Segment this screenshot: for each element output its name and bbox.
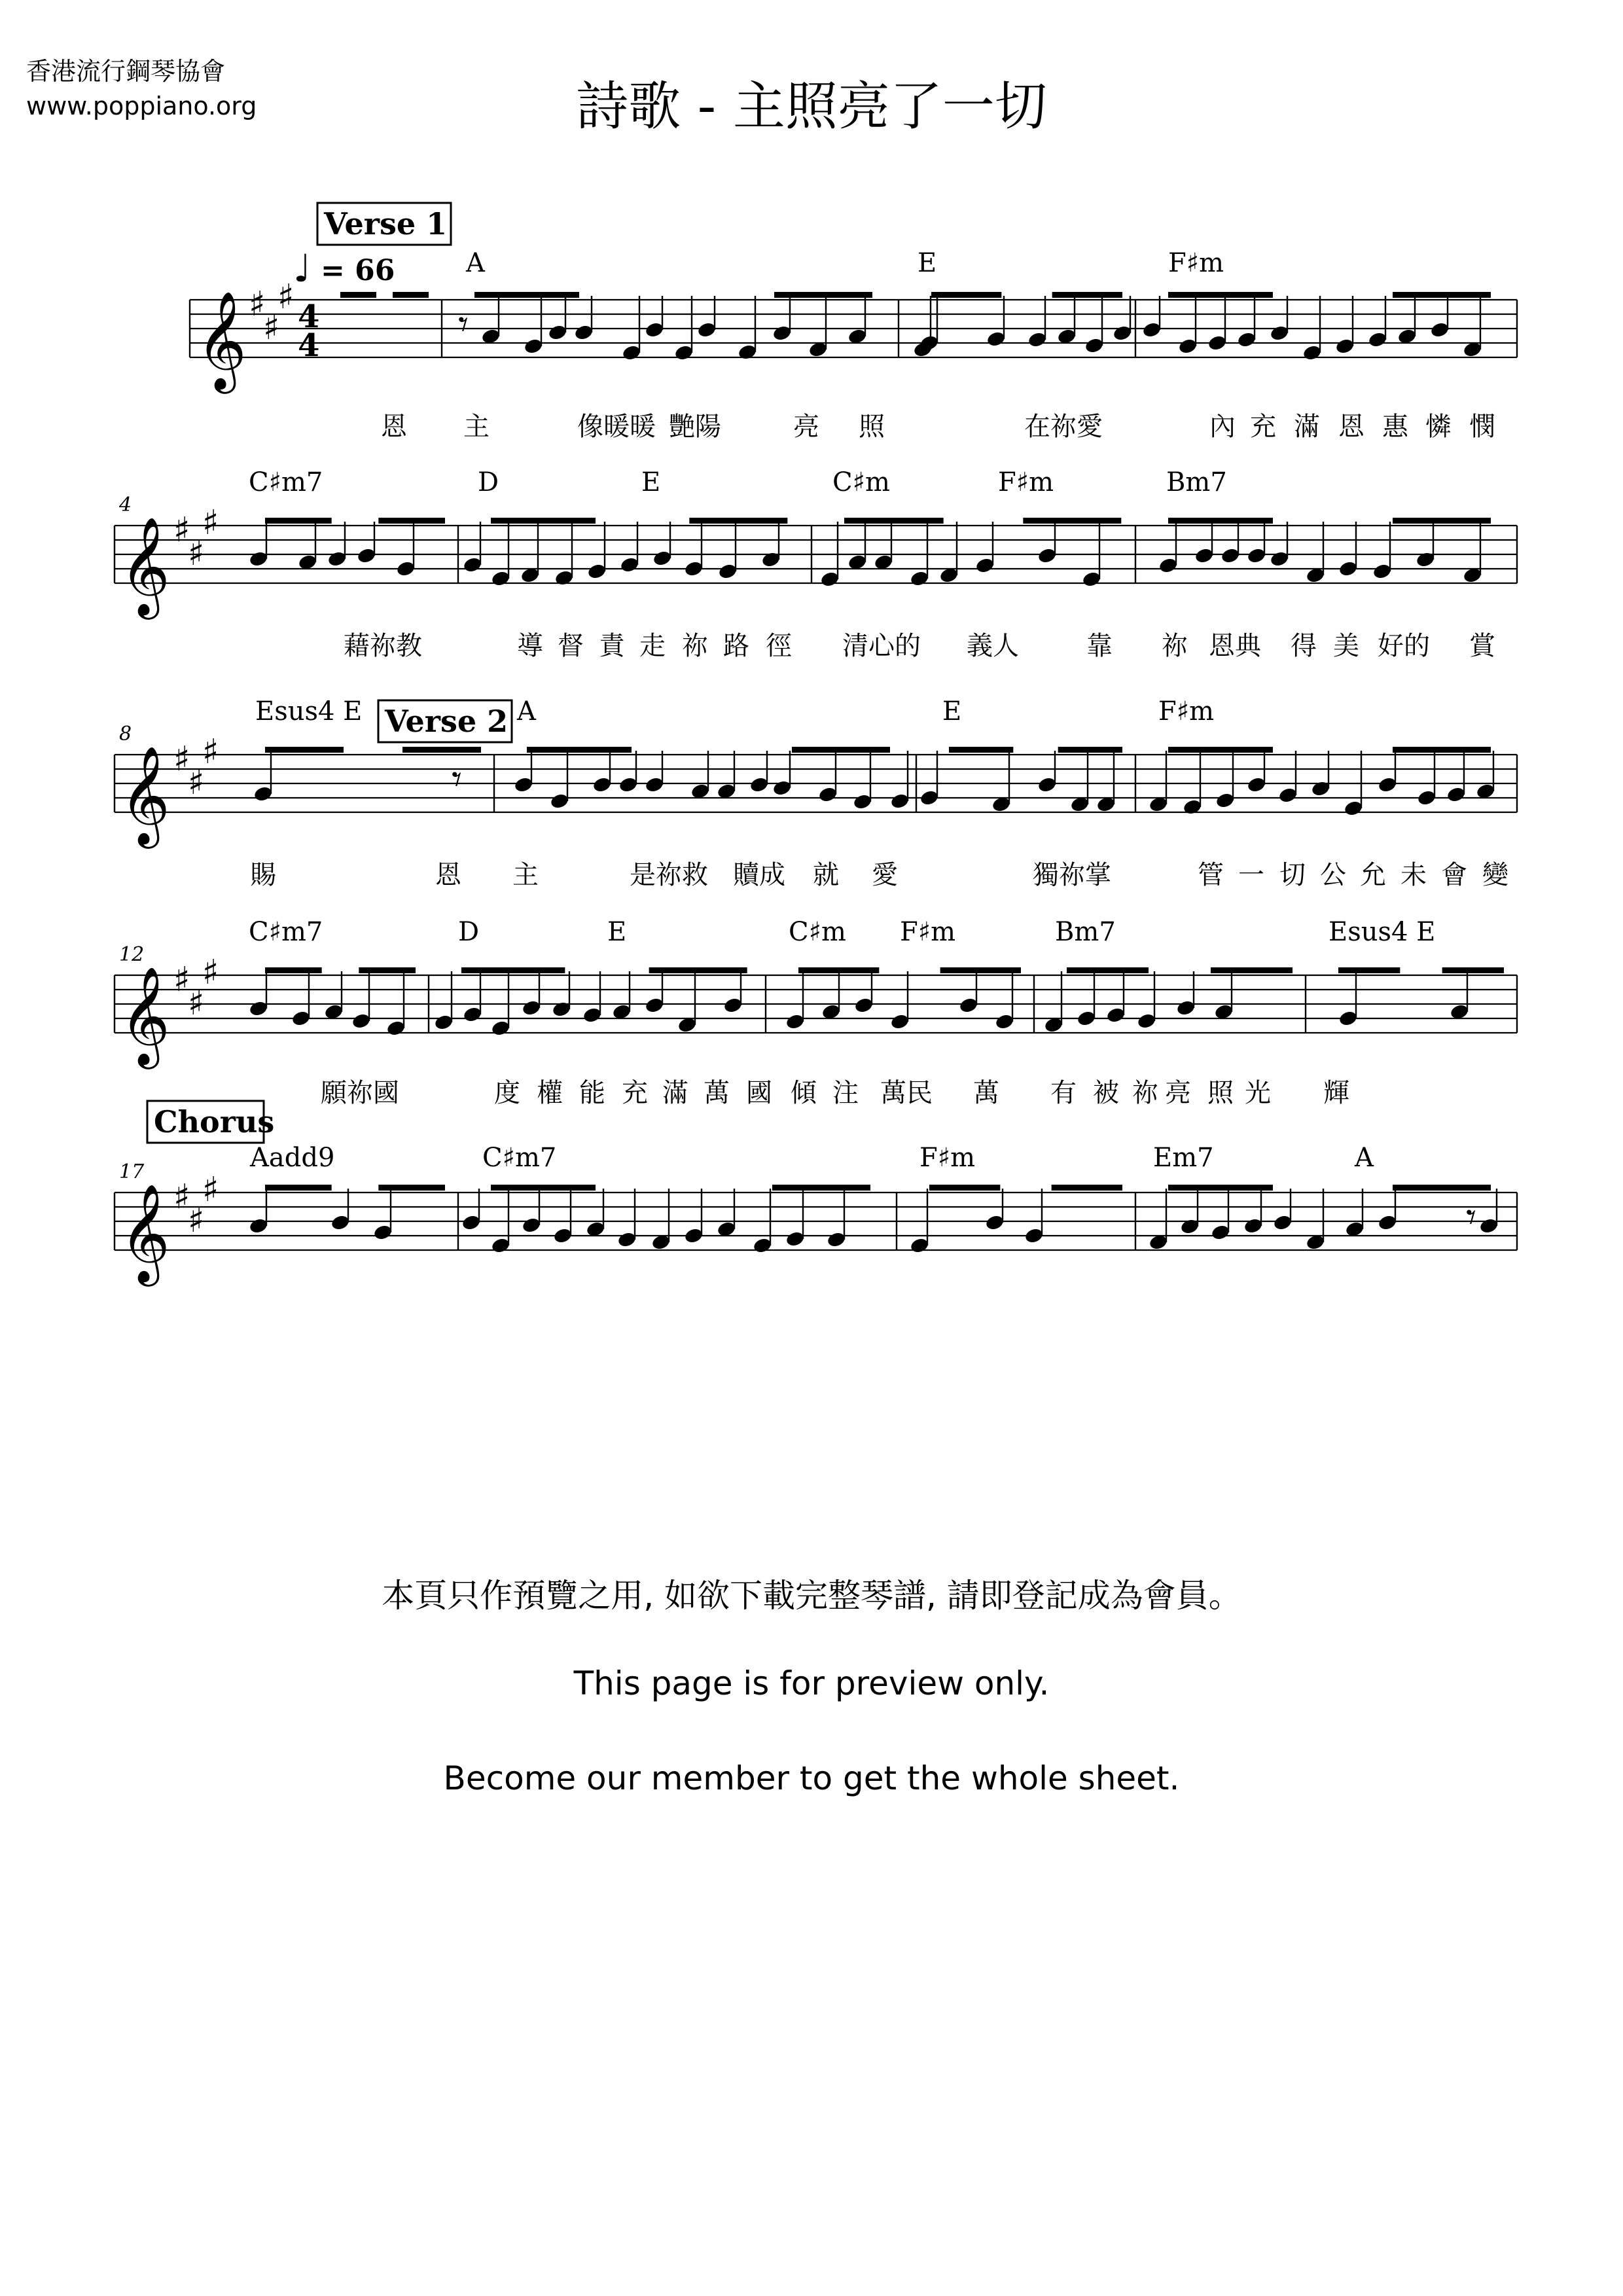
chord-symbol: C♯m	[789, 917, 846, 947]
note-beam	[265, 518, 332, 524]
lyric-syllable: 亮	[793, 412, 819, 442]
lyric-syllable: 走	[639, 631, 666, 661]
chord-symbol: C♯m7	[249, 917, 323, 947]
lyric-syllable: 允	[1360, 860, 1386, 890]
note-beam	[491, 1185, 596, 1191]
chord-symbol: F♯m	[900, 917, 956, 947]
key-sharp-icon: ♯	[202, 732, 219, 772]
lyric-syllable: 萬	[704, 1078, 730, 1108]
lyric-syllable: 導	[517, 631, 543, 661]
lyric-syllable: 祢	[1132, 1078, 1158, 1108]
chord-symbol: F♯m	[1168, 248, 1224, 278]
note-beam	[1338, 967, 1400, 973]
quarter-note-icon: ♩	[293, 246, 312, 291]
lyric-syllable: 恩	[1338, 412, 1364, 442]
note-beam	[1168, 747, 1273, 753]
lyric-syllable: 傾	[791, 1078, 817, 1108]
section-label: Verse 2	[385, 704, 508, 739]
lyric-syllable: 輝	[1323, 1078, 1349, 1108]
lyric-syllable: 憫	[1469, 412, 1495, 442]
chord-symbol: Bm7	[1166, 467, 1227, 497]
measure-number: 4	[119, 493, 132, 516]
note-beam	[949, 747, 1013, 753]
note-beam	[1211, 967, 1293, 973]
chord-symbol: C♯m7	[249, 467, 323, 497]
section-label: Verse 1	[324, 206, 448, 242]
note-beam	[772, 1185, 870, 1191]
note-beam	[798, 967, 879, 973]
note-beam	[689, 518, 787, 524]
site-url[interactable]: www.poppiano.org	[26, 92, 257, 120]
lyric-syllable: 靠	[1086, 631, 1113, 661]
chord-symbol: Esus4 E	[255, 696, 363, 726]
lyric-syllable: 公	[1320, 860, 1346, 890]
treble-clef-icon: 𝄞	[196, 290, 247, 389]
lyric-syllable: 國	[746, 1078, 772, 1108]
lyric-syllable: 獨祢掌	[1033, 860, 1111, 890]
note-beam	[844, 518, 944, 524]
note-beam	[378, 1185, 445, 1191]
note-beam	[1168, 1185, 1273, 1191]
key-sharp-icon: ♯	[188, 984, 205, 1023]
lyric-syllable: 祢	[682, 631, 708, 661]
chord-symbol: A	[1355, 1143, 1374, 1173]
time-signature-bottom: 4	[298, 327, 320, 364]
note-beam	[1393, 747, 1491, 753]
lyric-syllable: 贖成	[733, 860, 785, 890]
note-beam	[774, 292, 872, 298]
member-notice-english: Become our member to get the whole sheet.	[443, 1759, 1180, 1797]
lyric-syllable: 切	[1279, 860, 1306, 890]
note-beam	[1058, 747, 1122, 753]
key-sharp-icon: ♯	[263, 308, 280, 348]
key-sharp-icon: ♯	[173, 740, 190, 779]
lyric-syllable: 會	[1441, 860, 1467, 890]
note-beam	[1052, 1185, 1122, 1191]
lyric-syllable: 就	[813, 860, 839, 890]
lyric-syllable: 度	[494, 1078, 520, 1108]
note-beam	[1023, 518, 1121, 524]
treble-clef-icon: 𝄞	[120, 1183, 170, 1282]
chord-symbol: E	[641, 467, 661, 497]
lyric-syllable: 有	[1050, 1078, 1077, 1108]
lyric-syllable: 清心的	[842, 631, 921, 661]
note-beam	[474, 292, 579, 298]
chord-symbol: A	[466, 248, 485, 278]
note-beam	[792, 747, 890, 753]
note-beam	[393, 292, 429, 298]
note-beam	[359, 967, 416, 973]
chord-symbol: A	[517, 696, 536, 726]
lyric-syllable: 得	[1291, 631, 1317, 661]
chord-symbol: E	[918, 248, 937, 278]
lyric-syllable: 愛	[872, 860, 898, 890]
lyric-syllable: 變	[1482, 860, 1508, 890]
note-beam	[527, 747, 632, 753]
lyric-syllable: 賞	[1469, 631, 1495, 661]
lyric-syllable: 好的	[1378, 631, 1430, 661]
key-sharp-icon: ♯	[173, 960, 190, 999]
note-beam	[931, 292, 1001, 298]
lyric-syllable: 祢	[1162, 631, 1188, 661]
lyric-syllable: 美	[1333, 631, 1359, 661]
lyric-syllable: 被	[1093, 1078, 1119, 1108]
lyric-syllable: 督	[558, 631, 584, 661]
lyric-syllable: 是祢救	[630, 860, 708, 890]
lyric-syllable: 責	[599, 631, 625, 661]
note-beam	[402, 747, 481, 753]
note-beam	[265, 967, 322, 973]
note-beam	[1393, 292, 1491, 298]
measure-number: 12	[119, 943, 145, 966]
lyric-syllable: 未	[1400, 860, 1427, 890]
key-sharp-icon: ♯	[202, 953, 219, 992]
note-beam	[340, 292, 376, 298]
measure-number: 17	[119, 1160, 145, 1183]
chord-symbol: F♯m	[919, 1143, 976, 1173]
key-sharp-icon: ♯	[249, 285, 266, 324]
note-beam	[1393, 518, 1491, 524]
lyric-syllable: 藉祢教	[344, 631, 422, 661]
key-sharp-icon: ♯	[277, 278, 294, 317]
note-beam	[1168, 518, 1273, 524]
lyric-syllable: 權	[537, 1078, 563, 1108]
chord-symbol: E	[607, 917, 627, 947]
lyric-syllable: 管	[1198, 860, 1224, 890]
chord-symbol: Em7	[1153, 1143, 1214, 1173]
note-beam	[649, 967, 747, 973]
lyric-syllable: 在祢愛	[1024, 412, 1103, 442]
lyric-syllable: 主	[512, 860, 539, 890]
lyric-syllable: 徑	[766, 631, 792, 661]
preview-notice-english: This page is for preview only.	[573, 1664, 1050, 1702]
measure-number: 8	[119, 723, 132, 745]
lyric-syllable: 賜	[250, 860, 276, 890]
lyric-syllable: 萬	[973, 1078, 999, 1108]
key-sharp-icon: ♯	[188, 534, 205, 573]
lyric-syllable: 萬民	[880, 1078, 933, 1108]
lyric-syllable: 恩	[435, 860, 461, 890]
lyric-syllable: 路	[723, 631, 749, 661]
lyric-syllable: 主	[463, 412, 490, 442]
note-beam	[1393, 1185, 1491, 1191]
lyric-syllable: 充	[1250, 412, 1276, 442]
lyric-syllable: 滿	[662, 1078, 688, 1108]
note-beam	[461, 967, 565, 973]
eighth-rest-icon: 𝄾	[452, 757, 462, 802]
note-beam	[1052, 292, 1122, 298]
lyric-syllable: 亮	[1165, 1078, 1191, 1108]
chord-symbol: D	[478, 467, 499, 497]
preview-notice-chinese: 本頁只作預覽之用, 如欲下載完整琴譜, 請即登記成為會員。	[382, 1577, 1241, 1615]
note-beam	[1168, 292, 1273, 298]
note-beam	[929, 1185, 1000, 1191]
chord-symbol: F♯m	[998, 467, 1054, 497]
lyric-syllable: 憐	[1425, 412, 1452, 442]
key-sharp-icon: ♯	[188, 1201, 205, 1240]
lyric-syllable: 內	[1209, 412, 1236, 442]
eighth-rest-icon: 𝄾	[458, 302, 469, 348]
lyric-syllable: 義人	[967, 631, 1019, 661]
lyric-syllable: 照	[1207, 1078, 1234, 1108]
chord-symbol: F♯m	[1158, 696, 1215, 726]
note-beam	[378, 518, 445, 524]
chord-symbol: Bm7	[1055, 917, 1116, 947]
chord-symbol: E	[942, 696, 962, 726]
note-beam	[1067, 967, 1149, 973]
note-beam	[940, 967, 1021, 973]
lyric-syllable: 滿	[1294, 412, 1320, 442]
eighth-rest-icon: 𝄾	[1466, 1194, 1476, 1240]
key-sharp-icon: ♯	[188, 763, 205, 802]
key-sharp-icon: ♯	[173, 511, 190, 550]
chord-symbol: C♯m	[832, 467, 890, 497]
lyric-syllable: 一	[1238, 860, 1264, 890]
lyric-syllable: 注	[832, 1078, 859, 1108]
lyric-syllable: 恩典	[1209, 631, 1261, 661]
lyric-syllable: 恩	[381, 412, 407, 442]
section-label: Chorus	[154, 1104, 275, 1139]
lyric-syllable: 光	[1245, 1078, 1271, 1108]
chord-symbol: Aadd9	[250, 1143, 335, 1173]
treble-clef-icon: 𝄞	[120, 965, 170, 1065]
chord-symbol: D	[458, 917, 480, 947]
treble-clef-icon: 𝄞	[120, 516, 170, 615]
chord-symbol: Esus4 E	[1329, 917, 1436, 947]
lyric-syllable: 充	[622, 1078, 648, 1108]
tempo-marking: = 66	[321, 254, 395, 287]
note-beam	[265, 1185, 332, 1191]
lyric-syllable: 艷陽	[669, 412, 721, 442]
lyric-syllable: 惠	[1382, 412, 1408, 442]
treble-clef-icon: 𝄞	[120, 745, 170, 844]
note-beam	[491, 518, 596, 524]
lyric-syllable: 願祢國	[321, 1078, 399, 1108]
chord-symbol: C♯m7	[482, 1143, 557, 1173]
key-sharp-icon: ♯	[173, 1177, 190, 1217]
page-title: 詩歌 - 主照亮了一切	[576, 76, 1047, 137]
site-name: 香港流行鋼琴協會	[26, 57, 226, 86]
note-beam	[265, 747, 344, 753]
key-sharp-icon: ♯	[202, 1170, 219, 1210]
key-sharp-icon: ♯	[202, 503, 219, 543]
time-signature-top: 4	[298, 298, 320, 335]
lyric-syllable: 照	[859, 412, 885, 442]
note-beam	[1442, 967, 1504, 973]
lyric-syllable: 像暖暖	[577, 412, 656, 442]
lyric-syllable: 能	[579, 1078, 605, 1108]
